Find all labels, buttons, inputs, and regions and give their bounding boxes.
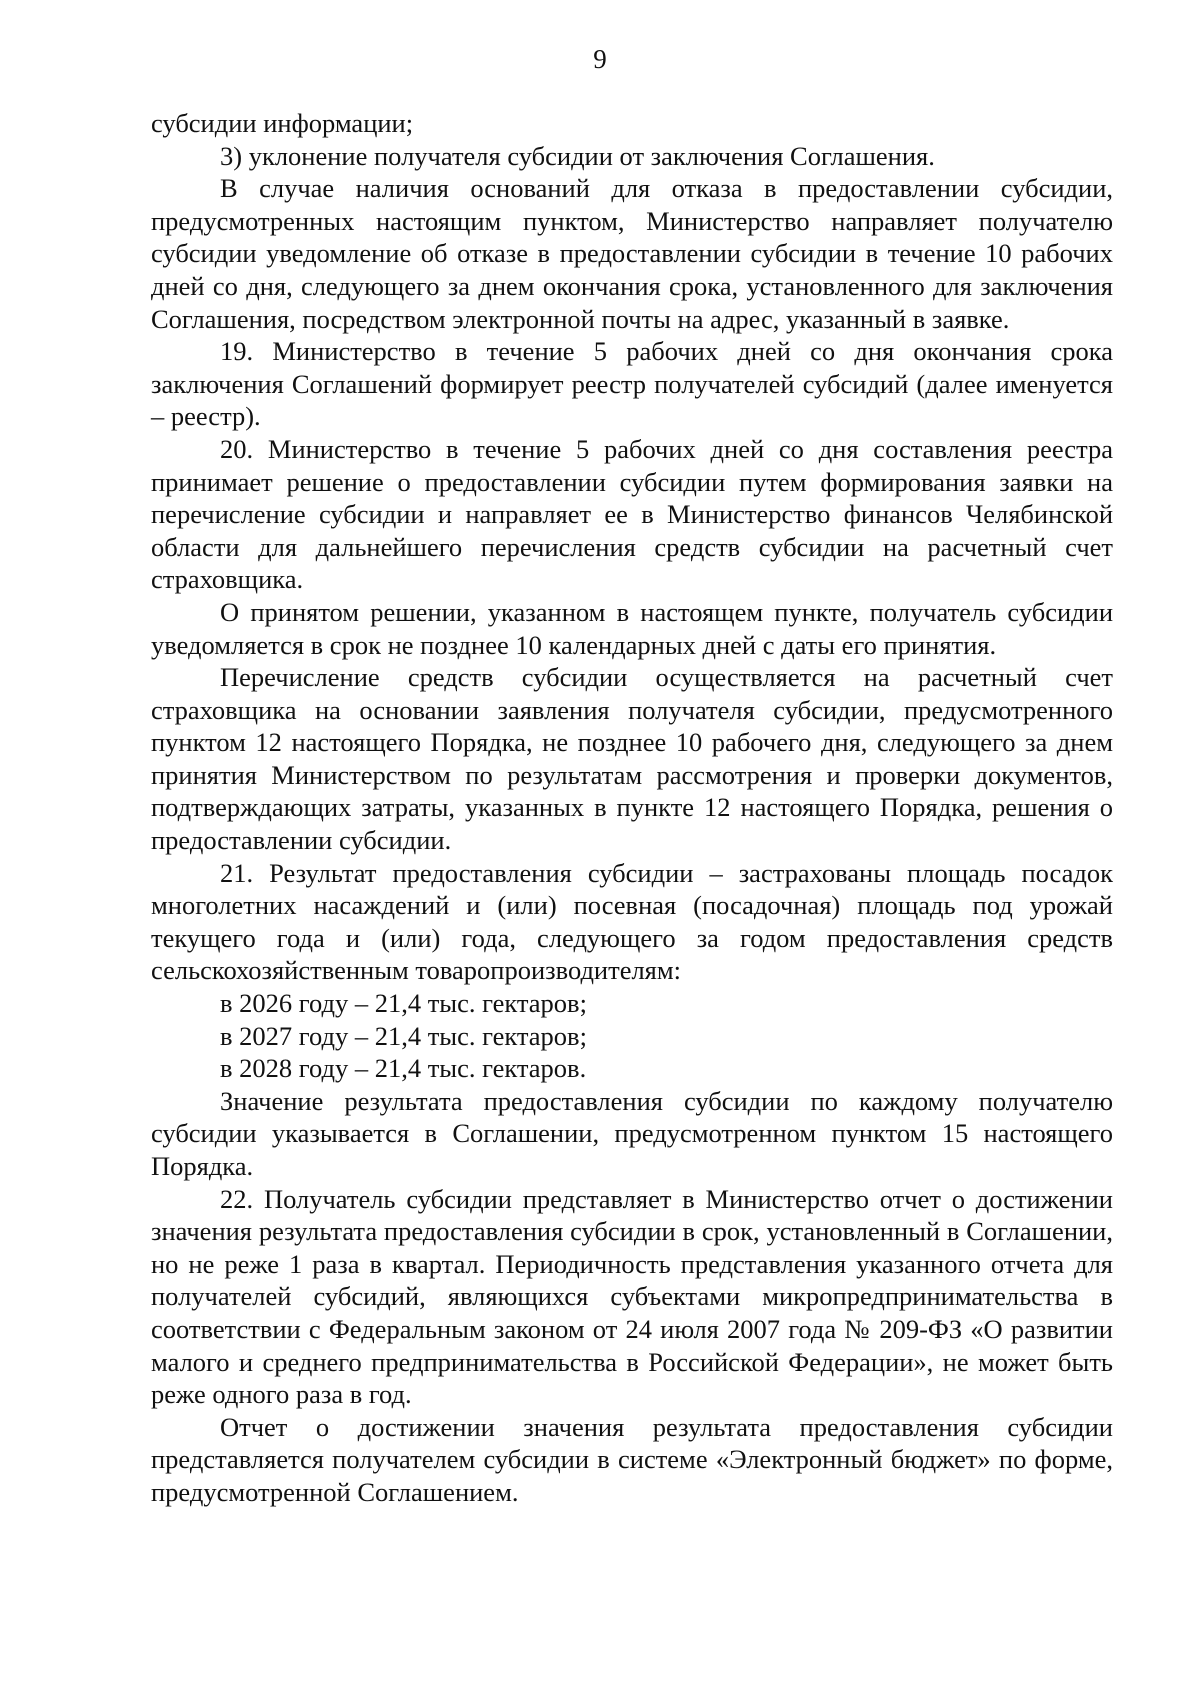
- list-item-2027: в 2027 году – 21,4 тыс. гектаров;: [220, 1020, 587, 1051]
- paragraph-result-value: Значение результата предоставления субсидии по каждому получателю субсидии указывается в Соглашении, предусмотренном пунктом 15 настоящего Порядка.: [151, 1085, 1113, 1181]
- document-body: [151, 107, 1113, 1509]
- paragraph-clause-19: 19. Министерство в течение 5 рабочих дней со дня окончания срока заключения Соглашений формирует реестр получателей субсидий (далее именуется – реестр).: [151, 336, 1113, 432]
- paragraph-report: Отчет о достижении значения результата предоставления субсидии представляется получателем субсидии в системе «Электронный бюджет» по форме, предусмотренной Соглашением.: [151, 1411, 1113, 1507]
- page-number: 9: [593, 44, 607, 74]
- list-item-2026: в 2026 году – 21,4 тыс. гектаров;: [220, 988, 587, 1019]
- paragraph-clause-20: 20. Министерство в течение 5 рабочих дней со дня составления реестра принимает решение о предоставлении субсидии путем формирования заявки на перечисление субсидии и направляет ее в Министерство финансов Челябинской области для дальнейшего перечисления средств субсидии на расчетный счет страховщика.: [151, 433, 1113, 595]
- paragraph-clause-22: 22. Получатель субсидии представляет в Министерство отчет о достижении значения результата предоставления субсидии в срок, установленный в Соглашении, но не реже 1 раза в квартал. Периодичность представления указанного отчета для получателей субсидий, являющихся субъектами микропредпринимательства в соответствии с Федеральным законом от 24 июля 2007 года № 209-ФЗ «О развитии малого и среднего предпринимательства в Российской Федерации», не может быть реже одного раза в год.: [151, 1183, 1113, 1410]
- paragraph-clause-21: 21. Результат предоставления субсидии – застрахованы площадь посадок многолетних насаждений и (или) посевная (посадочная) площадь под урожай текущего года и (или) года, следующего за годом предоставления средств сельскохозяйственным товаропроизводителям:: [151, 857, 1113, 986]
- paragraph-item-3: 3) уклонение получателя субсидии от заключения Соглашения.: [220, 140, 935, 171]
- paragraph-continuation: субсидии информации;: [151, 108, 414, 138]
- paragraph-decision-notice: О принятом решении, указанном в настоящем пункте, получатель субсидии уведомляется в срок не позднее 10 календарных дней с даты его принятия.: [151, 596, 1113, 660]
- list-item-2028: в 2028 году – 21,4 тыс. гектаров.: [220, 1053, 587, 1084]
- paragraph-refusal-notice: В случае наличия оснований для отказа в предоставлении субсидии, предусмотренных настоящим пунктом, Министерство направляет получателю субсидии уведомление об отказе в предоставлении субсидии в течение 10 рабочих дней со дня, следующего за днем окончания срока, установленного для заключения Соглашения, посредством электронной почты на адрес, указанный в заявке.: [151, 173, 1113, 334]
- paragraph-transfer: Перечисление средств субсидии осуществляется на расчетный счет страховщика на основании заявления получателя субсидии, предусмотренного пунктом 12 настоящего Порядка, не позднее 10 рабочего дня, следующего за днем принятия Министерством по результатам рассмотрения и проверки документов, подтверждающих затраты, указанных в пункте 12 настоящего Порядка, решения о предоставлении субсидии.: [151, 662, 1113, 856]
